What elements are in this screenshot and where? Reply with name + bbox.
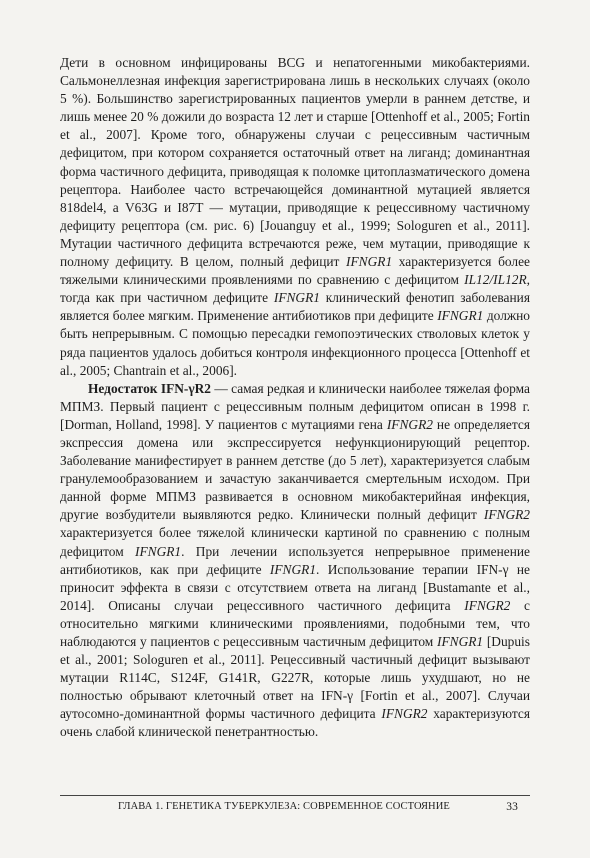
text-run: Дети в основном инфицированы BCG и непатогенными микобактериями. Сальмонеллезная инфекция зарегистрирована лишь в нескольких случаях (около 5 %). Большинство зарегистрированных пациентов умерли в раннем детстве, и лишь менее 20 % дожили до возраста 12 лет и старше [Ottenhoff et al., 2005; Fortin et al., 2007]. Кроме того, обнаружены случаи с рецессивным частичным дефицитом, при котором сохраняется остаточный ответ на лиганд; доминантная форма частичного дефицита, приводящая к поломке цитоплазматического домена рецептора. Наиболее часто встречающейся доминантной мутацией является 818del4, а V63G и I87T — мутации, приводящие к рецессивному частичному дефициту рецептора (см. рис. 6) [Jouanguy et al., 1999; Sologuren et al., 2011]. Мутации частичного дефицита встречаются реже, чем мутации, приводящие к полному дефициту. В целом, полный дефицит bbox=[60, 55, 530, 270]
text-run: с относительно мягкими клиническими проявлениями, подобными тем, что наблюдаются у пациентов с рецессивным частичным дефицитом bbox=[60, 597, 530, 649]
gene-name: IFNGR2 bbox=[381, 706, 428, 722]
text-run: [Dupuis et al., 2001; Sologuren et al., 2011]. Рецессивный частичный дефицит вызывают мутации R114C, S124F, G141R, G227R, которые лишь ухудшают, но не полностью обрывают клеточный ответ на IFN-γ [Fortin et al., 2007]. Случаи аутосомно-доминантной формы частичного дефицита bbox=[60, 634, 530, 722]
section-heading: Недостаток IFN-γR2 bbox=[88, 380, 212, 396]
gene-name: IFNGR2 bbox=[483, 507, 530, 523]
gene-name: IL12/IL12R bbox=[464, 272, 527, 288]
text-run: клинический фенотип заболевания является более мягким. Применение антибиотиков при дефиците bbox=[60, 290, 530, 324]
text-run: не определяется экспрессия домена или экспрессируется нефункционирующий рецептор. Заболевание манифестирует в раннем детстве (до 5 лет), характеризуется слабым гранулемообразованием и зачастую заканчивается смертельным исходом. При данной форме МПМЗ развивается в основном микобактерийная инфекция, другие возбудители выявляются редко. Клинически полный дефицит bbox=[60, 416, 530, 523]
chapter-title: ГЛАВА 1. ГЕНЕТИКА ТУБЕРКУЛЕЗА: СОВРЕМЕННОЕ СОСТОЯНИЕ bbox=[118, 801, 450, 812]
paragraph-p1 bbox=[60, 54, 530, 380]
gene-name: IFNGR1 bbox=[273, 290, 320, 306]
gene-name: IFNGR1 bbox=[135, 543, 182, 559]
text-run: . Использование терапии IFN-γ не приносит эффекта в связи с отсутствием ответа на лиганд [Bustamante et al., 2014]. Описаны случаи рецессивного частичного дефицита bbox=[60, 561, 530, 613]
text-run: должно быть непрерывным. С помощью пересадки гемопоэтических стволовых клеток у ряда пациентов удалось добиться контроля инфекционного процесса [Ottenhoff et al., 2005; Chantrain et al., 2006]. bbox=[60, 308, 530, 378]
text-run: — самая редкая и клинически наиболее тяжелая форма МПМЗ. Первый пациент с рецессивным полным дефицитом описан в 1998 г. [Dorman, Holland, 1998]. У пациентов с мутациями гена bbox=[60, 380, 530, 432]
gene-name: IFNGR2 bbox=[464, 597, 511, 613]
text-run: . При лечении используется непрерывное применение антибиотиков, как при дефиците bbox=[60, 543, 530, 577]
gene-name: IFNGR1 bbox=[346, 254, 393, 270]
paragraph-p2 bbox=[60, 380, 530, 742]
text-run: характеризуется более тяжелой клинически картиной по сравнению с полным дефицитом bbox=[60, 525, 530, 559]
gene-name: IFNGR1 bbox=[269, 561, 317, 577]
footer-rule bbox=[60, 795, 530, 796]
page-number: 33 bbox=[506, 801, 518, 813]
gene-name: IFNGR1 bbox=[437, 308, 484, 324]
body-text bbox=[60, 54, 530, 742]
gene-name: IFNGR1 bbox=[437, 634, 484, 649]
text-run: , тогда как при частичном дефиците bbox=[60, 272, 530, 306]
text-run: характеризуется более тяжелыми клиническими проявлениями по сравнению с дефицитом bbox=[60, 254, 530, 288]
gene-name: IFNGR2 bbox=[386, 416, 433, 432]
text-run: характеризуются очень слабой клинической пенетрантностью. bbox=[60, 706, 530, 740]
running-footer bbox=[60, 801, 530, 812]
